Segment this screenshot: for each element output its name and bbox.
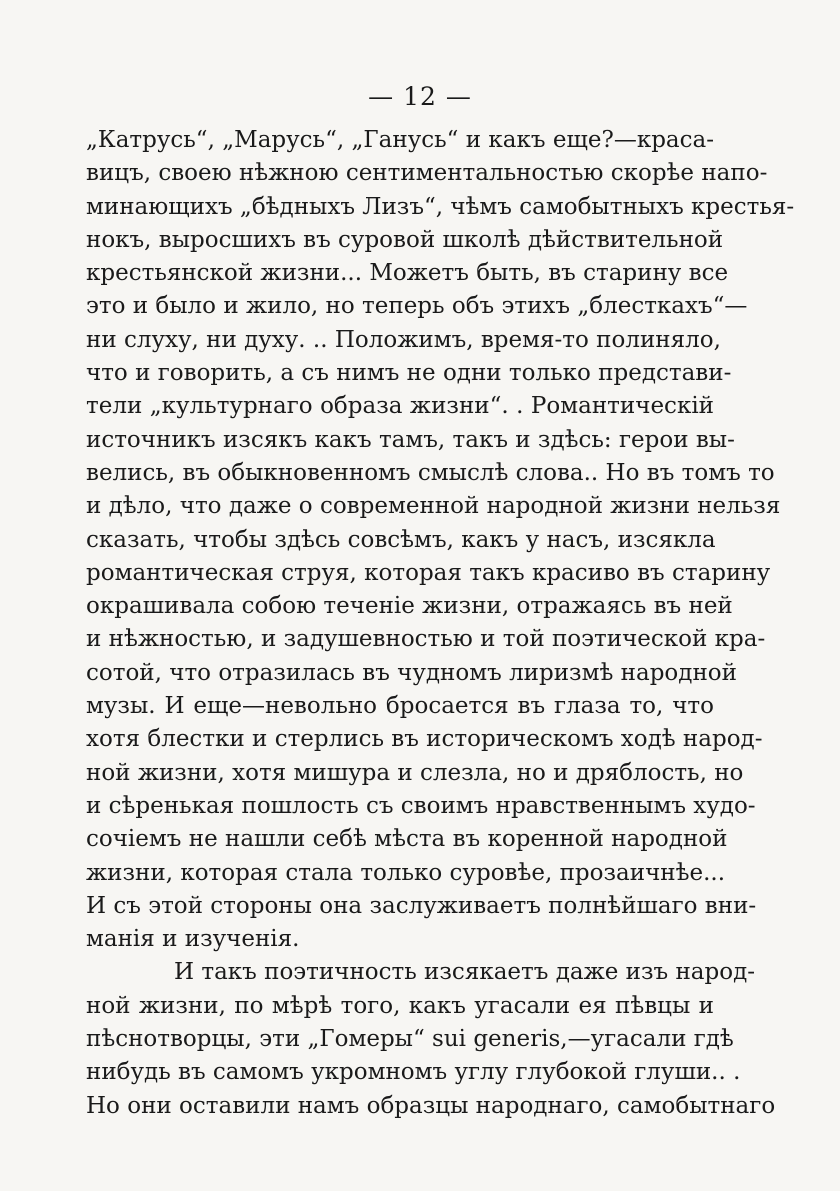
text-line: ной жизни, по мѣрѣ того, какъ угасали ея пѣвцы и [86, 992, 714, 1019]
text-line: „Катрусь“, „Марусь“, „Ганусь“ и какъ еще?—краса- [86, 127, 714, 153]
text-line: это и было и жило, но теперь объ этихъ „блесткахъ“— [86, 293, 748, 320]
text-line: сочіемъ не нашли себѣ мѣста въ коренной народной [86, 826, 728, 853]
text-line: ни слуху, ни духу. .. Положимъ, время-то полиняло, [86, 326, 721, 353]
text-line: крестьянской жизни... Можетъ быть, въ старину все [86, 260, 729, 287]
text-line: тели „культурнаго образа жизни“. . Романтическій [86, 393, 714, 420]
text-line: жизни, которая стала только суровѣе, прозаичнѣе... [86, 859, 726, 886]
text-line: источникъ изсякъ какъ тамъ, такъ и здѣсь: герои вы- [86, 426, 735, 453]
text-line: ной жизни, хотя мишура и слезла, но и дряблость, но [86, 759, 744, 786]
text-line: сотой, что отразилась въ чудномъ лиризмѣ народной [86, 659, 737, 686]
text-line: и дѣло, что даже о современной народной жизни нельзя [86, 493, 781, 520]
text-line: вицъ, своею нѣжною сентиментальностью скорѣе напо- [86, 160, 768, 187]
page-number: — 12 — [368, 82, 472, 111]
text-line: велись, въ обыкновенномъ смыслѣ слова.. Но въ томъ то [86, 459, 775, 486]
paragraph-end-line: манія и изученія. [86, 926, 300, 953]
text-line: пѣснотворцы, эти „Гомеры“ sui generis,—угасали гдѣ [86, 1026, 734, 1053]
text-line: что и говорить, а съ нимъ не одни только представи- [86, 360, 732, 387]
text-line: минающихъ „бѣдныхъ Лизъ“, чѣмъ самобытныхъ крестья- [86, 193, 795, 220]
text-line: и нѣжностью, и задушевностью и той поэтической кра- [86, 626, 766, 653]
paragraph-start-line: И такъ поэтичность изсякаетъ даже изъ народ- [174, 959, 756, 986]
text-line: музы. И еще—невольно бросается въ глаза то, что [86, 693, 714, 720]
body-text [86, 124, 795, 1123]
text-line: нибудь въ самомъ укромномъ углу глубокой глуши.. . [86, 1059, 741, 1086]
text-line: романтическая струя, которая такъ красиво въ старину [86, 559, 771, 586]
text-line: хотя блестки и стерлись въ историческомъ ходѣ народ- [86, 726, 763, 753]
text-line: окрашивала собою теченіе жизни, отражаясь въ ней [86, 593, 733, 620]
text-line: Но они оставили намъ образцы народнаго, самобытнаго [86, 1092, 776, 1119]
text-line: сказать, чтобы здѣсь совсѣмъ, какъ у насъ, изсякла [86, 526, 716, 553]
text-line: и сѣренькая пошлость съ своимъ нравственнымъ худо- [86, 792, 756, 819]
text-line: И съ этой стороны она заслуживаетъ полнѣйшаго вни- [86, 892, 757, 919]
text-line: нокъ, выросшихъ въ суровой школѣ дѣйствительной [86, 226, 724, 253]
